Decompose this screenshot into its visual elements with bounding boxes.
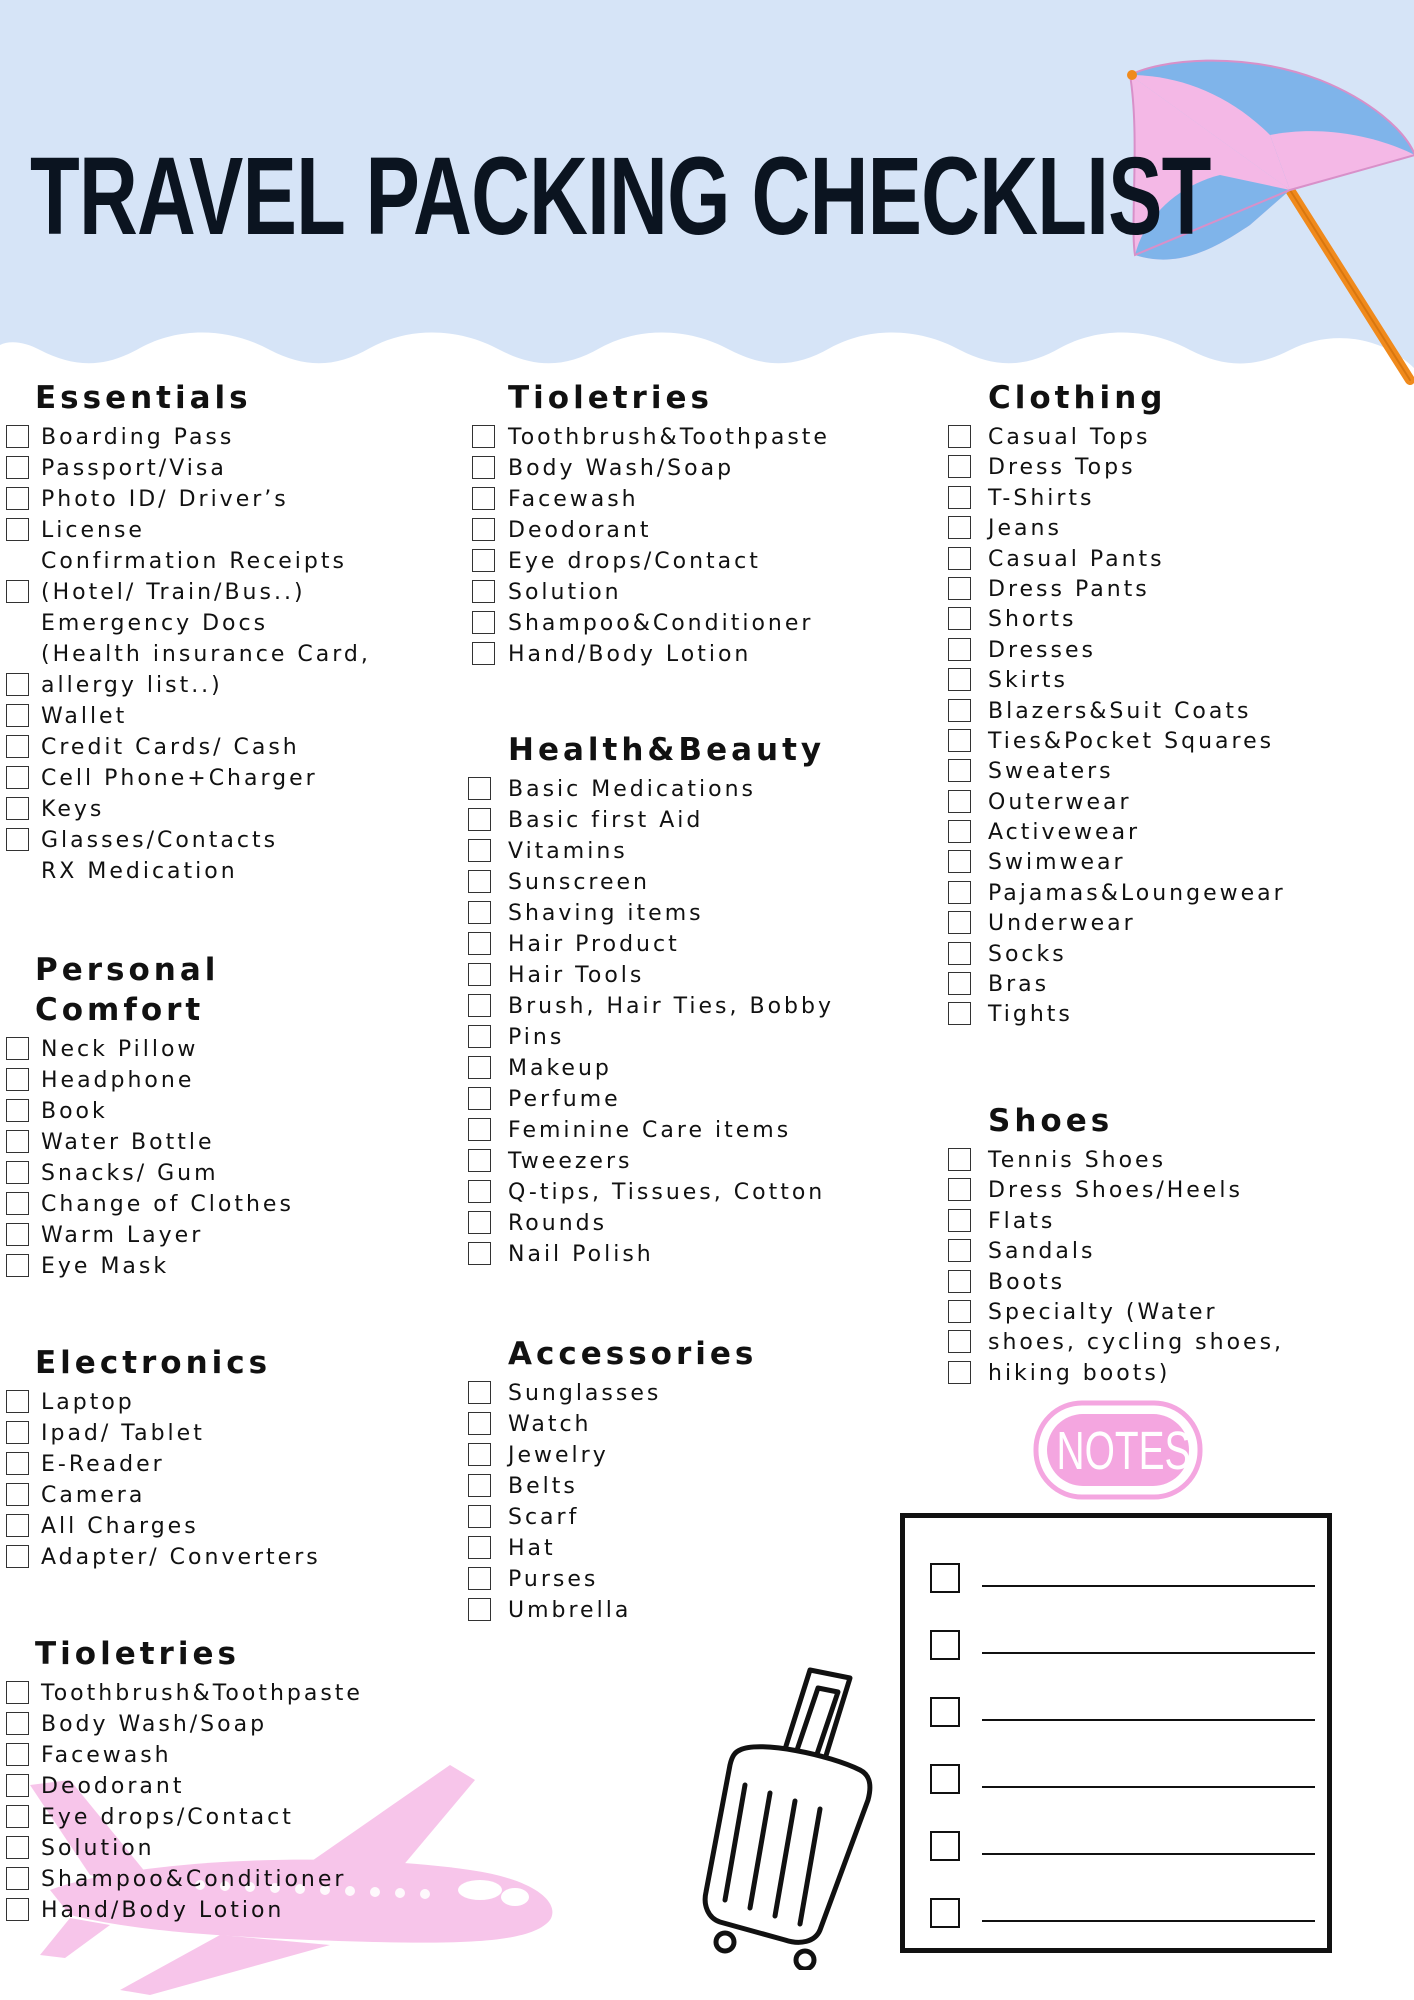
note-line[interactable] <box>930 1697 1315 1729</box>
checklist-item[interactable]: Basic first Aid <box>468 805 834 836</box>
checklist-item[interactable]: Ipad/ Tablet <box>6 1418 321 1449</box>
checklist-item[interactable]: Rounds <box>468 1208 834 1239</box>
checkbox[interactable] <box>948 1239 971 1262</box>
checklist-item: Emergency Docs <box>41 611 269 636</box>
checkbox[interactable] <box>6 1452 29 1475</box>
checkbox[interactable] <box>468 1412 491 1435</box>
checkbox[interactable] <box>6 735 29 758</box>
checklist-item[interactable]: Deodorant <box>6 1771 363 1802</box>
checkbox[interactable] <box>948 425 971 448</box>
checklist-item[interactable]: (Hotel/ Train/Bus..) <box>6 577 371 608</box>
checklist-item[interactable]: Headphone <box>6 1065 294 1096</box>
checkbox[interactable] <box>6 1254 29 1277</box>
checkbox[interactable] <box>468 1118 491 1141</box>
checklist-item: RX Medication <box>41 859 238 884</box>
clothing-section <box>948 378 1286 1030</box>
checklist-item[interactable]: Credit Cards/ Cash <box>6 732 371 763</box>
checkbox[interactable] <box>6 1836 29 1859</box>
checklist-item[interactable]: Camera <box>6 1480 321 1511</box>
shoes-section <box>948 1101 1284 1388</box>
note-rule <box>982 1786 1315 1788</box>
checkbox[interactable] <box>468 1505 491 1528</box>
note-checkbox[interactable] <box>930 1831 960 1861</box>
checklist-item[interactable]: Sunscreen <box>468 867 834 898</box>
checklist-item[interactable]: hiking boots) <box>948 1358 1284 1388</box>
note-checkbox[interactable] <box>930 1898 960 1928</box>
suitcase-icon <box>700 1660 920 1970</box>
checklist-item[interactable]: Jewelry <box>468 1440 757 1471</box>
accessories-heading: Accessories <box>508 1336 758 1372</box>
checklist-item[interactable]: Eye Mask <box>6 1251 294 1282</box>
checklist-item[interactable]: shoes, cycling shoes, <box>948 1327 1284 1357</box>
checklist-item[interactable]: Warm Layer <box>6 1220 294 1251</box>
checkbox[interactable] <box>468 1381 491 1404</box>
checkbox[interactable] <box>948 1330 971 1353</box>
checkbox[interactable] <box>6 1099 29 1122</box>
checkbox[interactable] <box>472 518 495 541</box>
checklist-item[interactable]: Sweaters <box>948 756 1286 786</box>
toiletries-mid-section <box>472 378 830 670</box>
checklist-item[interactable]: Flats <box>948 1206 1284 1236</box>
checklist-item[interactable]: Toothbrush&Toothpaste <box>6 1678 363 1709</box>
checkbox[interactable] <box>6 1805 29 1828</box>
checkbox[interactable] <box>948 850 971 873</box>
checkbox[interactable] <box>468 1567 491 1590</box>
checklist-item[interactable]: Basic Medications <box>468 774 834 805</box>
checklist-item[interactable]: Belts <box>468 1471 757 1502</box>
checklist-item[interactable]: Feminine Care items <box>468 1115 834 1146</box>
checklist-item[interactable]: Pins <box>468 1022 834 1053</box>
checklist-item[interactable]: Hand/Body Lotion <box>6 1895 363 1926</box>
personal-comfort-heading-line1: Personal <box>35 952 220 988</box>
checklist-item[interactable]: Laptop <box>6 1387 321 1418</box>
checklist-item[interactable]: Sunglasses <box>468 1378 757 1409</box>
checkbox[interactable] <box>468 1211 491 1234</box>
checklist-item[interactable]: Socks <box>948 939 1286 969</box>
personal-comfort-section <box>6 950 294 1282</box>
checklist-item[interactable]: Eye drops/Contact <box>6 1802 363 1833</box>
checkbox[interactable] <box>6 1774 29 1797</box>
checklist-item[interactable]: Eye drops/Contact <box>472 546 830 577</box>
checkbox[interactable] <box>948 1002 971 1025</box>
personal-comfort-heading-line2: Comfort <box>35 992 205 1028</box>
checkbox[interactable] <box>472 549 495 572</box>
checkbox[interactable] <box>472 425 495 448</box>
checklist-item[interactable]: Glasses/Contacts <box>6 825 371 856</box>
checklist-item[interactable]: Wallet <box>6 701 371 732</box>
checklist-item[interactable]: Snacks/ Gum <box>6 1158 294 1189</box>
checkbox[interactable] <box>948 881 971 904</box>
note-line[interactable] <box>930 1831 1315 1863</box>
checkbox[interactable] <box>948 820 971 843</box>
notes-card <box>900 1513 1332 1953</box>
checkbox[interactable] <box>948 577 971 600</box>
checkbox[interactable] <box>6 1898 29 1921</box>
checklist-item[interactable]: Brush, Hair Ties, Bobby <box>468 991 834 1022</box>
checklist-item[interactable]: Purses <box>468 1564 757 1595</box>
note-line[interactable] <box>930 1898 1315 1930</box>
checkbox[interactable] <box>6 1390 29 1413</box>
toiletries-mid-heading: Tioletries <box>508 380 713 416</box>
note-line[interactable] <box>930 1764 1315 1796</box>
checklist-item[interactable]: Activewear <box>948 817 1286 847</box>
checkbox[interactable] <box>6 1068 29 1091</box>
checklist-item[interactable]: Body Wash/Soap <box>472 453 830 484</box>
checkbox[interactable] <box>468 994 491 1017</box>
checkbox[interactable] <box>472 456 495 479</box>
checklist-item[interactable]: Boarding Pass <box>6 422 371 453</box>
checklist-item[interactable]: Scarf <box>468 1502 757 1533</box>
checklist-item[interactable]: Water Bottle <box>6 1127 294 1158</box>
note-checkbox[interactable] <box>930 1697 960 1727</box>
checkbox[interactable] <box>6 1037 29 1060</box>
checkbox[interactable] <box>6 456 29 479</box>
essentials-heading: Essentials <box>35 380 252 416</box>
checkbox[interactable] <box>948 607 971 630</box>
checkbox[interactable] <box>6 1681 29 1704</box>
checklist-item: (Health insurance Card, <box>41 642 371 667</box>
checkbox[interactable] <box>6 828 29 851</box>
checkbox[interactable] <box>948 638 971 661</box>
checkbox[interactable] <box>6 704 29 727</box>
checklist-item[interactable]: Hand/Body Lotion <box>472 639 830 670</box>
checkbox[interactable] <box>468 808 491 831</box>
checkbox[interactable] <box>468 1180 491 1203</box>
clothing-heading: Clothing <box>988 380 1167 416</box>
checkbox[interactable] <box>948 942 971 965</box>
checklist-item[interactable]: Shaving items <box>468 898 834 929</box>
checkbox[interactable] <box>948 699 971 722</box>
checklist-item[interactable]: Boots <box>948 1267 1284 1297</box>
checkbox[interactable] <box>472 642 495 665</box>
checklist-item[interactable]: Watch <box>468 1409 757 1440</box>
checklist-item[interactable]: Outerwear <box>948 787 1286 817</box>
checklist-item[interactable]: Keys <box>6 794 371 825</box>
checkbox[interactable] <box>948 516 971 539</box>
checklist-item[interactable]: Deodorant <box>472 515 830 546</box>
checklist-item[interactable]: Cell Phone+Charger <box>6 763 371 794</box>
checkbox[interactable] <box>6 766 29 789</box>
checklist-item[interactable]: All Charges <box>6 1511 321 1542</box>
checklist-item[interactable]: Dress Shoes/Heels <box>948 1175 1284 1205</box>
note-line[interactable] <box>930 1563 1315 1595</box>
note-line[interactable] <box>930 1630 1315 1662</box>
accessories-section <box>468 1334 757 1626</box>
checklist-item[interactable]: E-Reader <box>6 1449 321 1480</box>
note-rule <box>982 1652 1315 1654</box>
checkbox[interactable] <box>948 668 971 691</box>
checklist-item[interactable]: Hat <box>468 1533 757 1564</box>
checkbox[interactable] <box>6 1743 29 1766</box>
note-checkbox[interactable] <box>930 1563 960 1593</box>
checklist-item[interactable]: allergy list..) <box>6 670 371 701</box>
checklist-item[interactable]: Nail Polish <box>468 1239 834 1270</box>
electronics-section <box>6 1343 321 1573</box>
checklist-item[interactable]: Underwear <box>948 908 1286 938</box>
checkbox[interactable] <box>6 1223 29 1246</box>
checkbox[interactable] <box>948 729 971 752</box>
checkbox[interactable] <box>948 1361 971 1384</box>
checklist-item[interactable]: Vitamins <box>468 836 834 867</box>
checkbox[interactable] <box>948 455 971 478</box>
checkbox[interactable] <box>468 1087 491 1110</box>
checkbox[interactable] <box>6 797 29 820</box>
checkbox[interactable] <box>468 777 491 800</box>
checkbox[interactable] <box>948 972 971 995</box>
checkbox[interactable] <box>948 1270 971 1293</box>
note-checkbox[interactable] <box>930 1630 960 1660</box>
checkbox[interactable] <box>948 1300 971 1323</box>
electronics-heading: Electronics <box>35 1345 272 1381</box>
checklist-item[interactable]: Dresses <box>948 635 1286 665</box>
checklist-item[interactable]: Makeup <box>468 1053 834 1084</box>
checkbox[interactable] <box>468 839 491 862</box>
checkbox[interactable] <box>948 790 971 813</box>
checkbox[interactable] <box>468 901 491 924</box>
checklist-item[interactable]: Book <box>6 1096 294 1127</box>
toiletries-left-heading: Tioletries <box>35 1636 240 1672</box>
checklist-item[interactable]: Swimwear <box>948 847 1286 877</box>
checkbox[interactable] <box>468 932 491 955</box>
notes-label: NOTES <box>1056 1421 1191 1481</box>
checklist-item[interactable]: Shampoo&Conditioner <box>6 1864 363 1895</box>
checklist-item[interactable]: Casual Pants <box>948 544 1286 574</box>
checkbox[interactable] <box>948 547 971 570</box>
checkbox[interactable] <box>6 1192 29 1215</box>
note-rule <box>982 1920 1315 1922</box>
checklist-item[interactable]: Body Wash/Soap <box>6 1709 363 1740</box>
checklist-item[interactable]: Neck Pillow <box>6 1034 294 1065</box>
checkbox[interactable] <box>472 611 495 634</box>
checkbox[interactable] <box>6 1545 29 1568</box>
checkbox[interactable] <box>468 870 491 893</box>
checkbox[interactable] <box>468 1536 491 1559</box>
checklist-item[interactable]: Jeans <box>948 513 1286 543</box>
checkbox[interactable] <box>6 518 29 541</box>
checkbox[interactable] <box>948 1148 971 1171</box>
checkbox[interactable] <box>6 1130 29 1153</box>
checkbox[interactable] <box>6 425 29 448</box>
checkbox[interactable] <box>6 580 29 603</box>
checkbox[interactable] <box>468 1598 491 1621</box>
checkbox[interactable] <box>472 580 495 603</box>
checklist-item[interactable]: Umbrella <box>468 1595 757 1626</box>
checklist-item[interactable]: Sandals <box>948 1236 1284 1266</box>
checkbox[interactable] <box>6 1514 29 1537</box>
checkbox[interactable] <box>468 1025 491 1048</box>
checkbox[interactable] <box>948 759 971 782</box>
checklist-item[interactable]: Facewash <box>472 484 830 515</box>
checklist-item[interactable]: Solution <box>6 1833 363 1864</box>
note-checkbox[interactable] <box>930 1764 960 1794</box>
checkbox[interactable] <box>472 487 495 510</box>
checkbox[interactable] <box>468 1242 491 1265</box>
checkbox[interactable] <box>6 1712 29 1735</box>
checkbox[interactable] <box>6 1867 29 1890</box>
checkbox[interactable] <box>6 487 29 510</box>
checklist-item[interactable]: Solution <box>472 577 830 608</box>
health-beauty-heading: Health&Beauty <box>508 732 826 768</box>
checklist-item[interactable]: Change of Clothes <box>6 1189 294 1220</box>
checklist-item[interactable]: Tights <box>948 999 1286 1029</box>
note-rule <box>982 1719 1315 1721</box>
checkbox[interactable] <box>468 1474 491 1497</box>
checklist-item[interactable]: Shampoo&Conditioner <box>472 608 830 639</box>
checkbox[interactable] <box>6 1421 29 1444</box>
checklist-item[interactable]: Photo ID/ Driver’s <box>6 484 371 515</box>
checklist-item[interactable]: Perfume <box>468 1084 834 1115</box>
checklist-item[interactable]: Facewash <box>6 1740 363 1771</box>
note-rule <box>982 1853 1315 1855</box>
shoes-heading: Shoes <box>988 1103 1114 1139</box>
checklist-item[interactable]: Pajamas&Loungewear <box>948 878 1286 908</box>
note-rule <box>982 1585 1315 1587</box>
checklist-item[interactable]: Q-tips, Tissues, Cotton <box>468 1177 834 1208</box>
checklist-item[interactable]: License <box>6 515 371 546</box>
checklist-item[interactable]: T-Shirts <box>948 483 1286 513</box>
checklist-item[interactable]: Skirts <box>948 665 1286 695</box>
checkbox[interactable] <box>948 1178 971 1201</box>
checklist-item[interactable]: Adapter/ Converters <box>6 1542 321 1573</box>
checklist-item[interactable]: Blazers&Suit Coats <box>948 696 1286 726</box>
toiletries-left-section <box>6 1634 363 1926</box>
checkbox[interactable] <box>468 1443 491 1466</box>
checklist-item[interactable]: Ties&Pocket Squares <box>948 726 1286 756</box>
checklist-item[interactable]: Passport/Visa <box>6 453 371 484</box>
checklist-item[interactable]: Bras <box>948 969 1286 999</box>
checkbox[interactable] <box>6 673 29 696</box>
checkbox[interactable] <box>468 1056 491 1079</box>
checklist-item[interactable]: Casual Tops <box>948 422 1286 452</box>
checkbox[interactable] <box>948 911 971 934</box>
essentials-section <box>6 378 371 887</box>
checklist-item[interactable]: Shorts <box>948 604 1286 634</box>
checkbox[interactable] <box>948 1209 971 1232</box>
page-title: TRAVEL PACKING CHECKLIST <box>30 135 1211 258</box>
checkbox[interactable] <box>948 486 971 509</box>
checklist-item[interactable]: Tweezers <box>468 1146 834 1177</box>
checkbox[interactable] <box>468 1149 491 1172</box>
checklist-item[interactable]: Specialty (Water <box>948 1297 1284 1327</box>
checklist-item[interactable]: Dress Pants <box>948 574 1286 604</box>
health-beauty-section <box>468 730 834 1270</box>
checkbox[interactable] <box>468 963 491 986</box>
checklist-item[interactable]: Toothbrush&Toothpaste <box>472 422 830 453</box>
checkbox[interactable] <box>6 1483 29 1506</box>
checklist-item[interactable]: Hair Tools <box>468 960 834 991</box>
checklist-item[interactable]: Tennis Shoes <box>948 1145 1284 1175</box>
checkbox[interactable] <box>6 1161 29 1184</box>
checklist-item[interactable]: Hair Product <box>468 929 834 960</box>
checklist-item: Confirmation Receipts <box>41 549 347 574</box>
checklist-item[interactable]: Dress Tops <box>948 452 1286 482</box>
